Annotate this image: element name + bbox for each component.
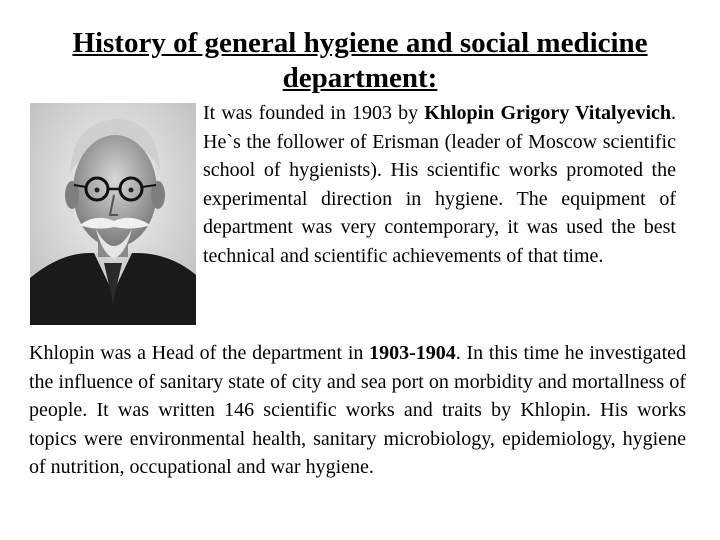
title-line-1: History of general hygiene and social medicine bbox=[72, 27, 648, 59]
portrait-icon bbox=[30, 103, 196, 325]
paragraph2-text-end: . In this time he investigated the influence of sanitary state of city and sea port on morbidity and mortallness of people. It was written 146 scientific works and traits by Khlopin. His works topics were environmental health, sanitary microbiology, epidemiology, hygiene of nutrition, occupational and war hygiene. bbox=[29, 342, 686, 479]
paragraph1-text-end: . He`s the follower of Erisman (leader of Moscow scientific school of hygienists). His scientific works promoted the experimental direction in hygiene. The equipment of department was very contemporary, it was used the best technical and scientific achievements of that time. bbox=[203, 102, 676, 267]
head-years: 1903-1904 bbox=[369, 342, 456, 364]
paragraph-head bbox=[29, 339, 686, 482]
paragraph1-text-start: It was founded in 1903 by bbox=[203, 102, 425, 124]
paragraph2-text-start: Khlopin was a Head of the department in bbox=[29, 342, 370, 364]
paragraph-founding bbox=[203, 99, 676, 271]
title-line-2: department: bbox=[282, 62, 438, 94]
founder-name: Khlopin Grigory Vitalyevich bbox=[424, 102, 671, 124]
portrait-photo bbox=[30, 103, 196, 325]
page-title bbox=[20, 26, 700, 96]
